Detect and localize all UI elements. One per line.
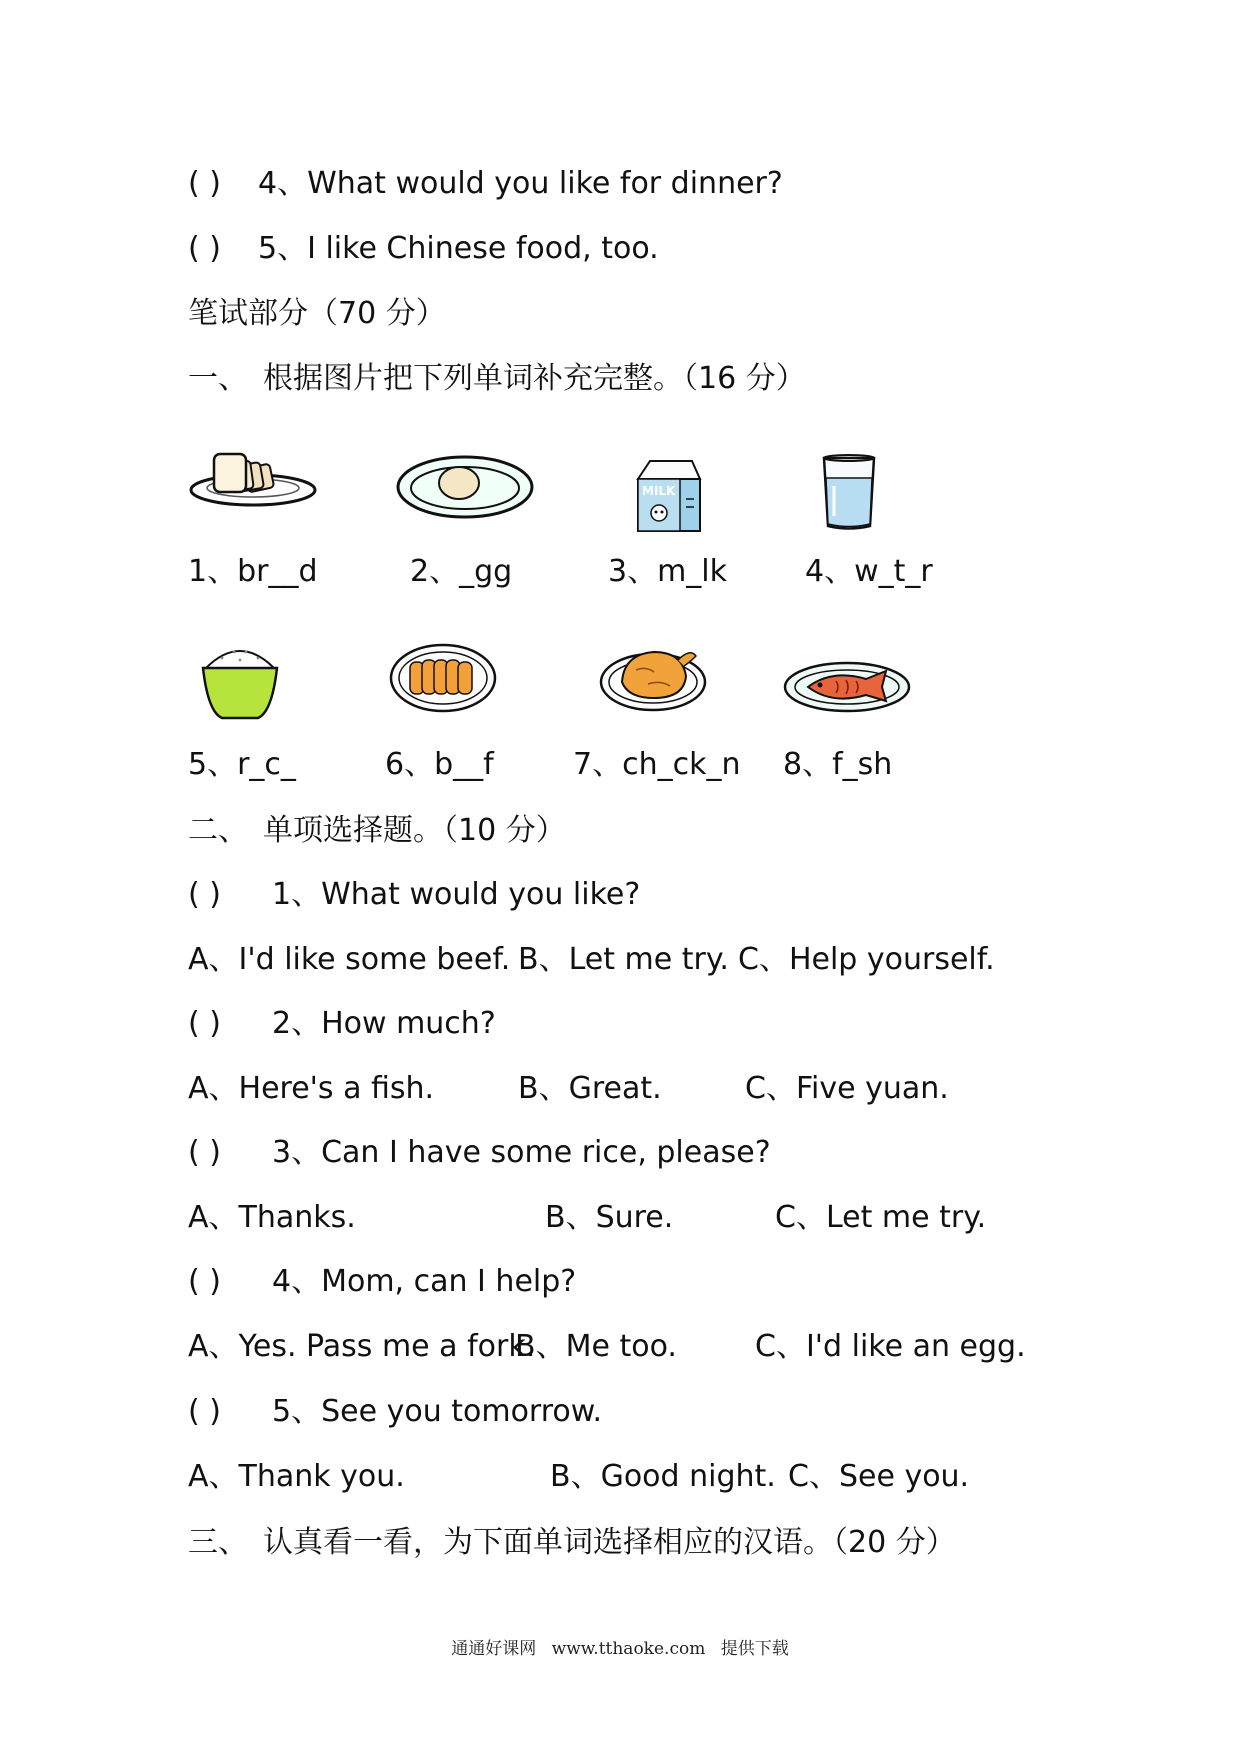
option-a: A、Thanks. bbox=[188, 1200, 356, 1235]
question-2 bbox=[188, 1004, 496, 1044]
listening-text: 4、What would you like for dinner? bbox=[258, 166, 783, 201]
section-title: 单项选择题。（10 分） bbox=[263, 813, 566, 848]
answer-paren[interactable]: ( ) bbox=[188, 1006, 221, 1041]
options-row-1 bbox=[188, 940, 1188, 980]
section-title: 根据图片把下列单词补充完整。（16 分） bbox=[263, 361, 806, 396]
word-item-2: 2、_gg bbox=[410, 554, 513, 589]
question-text: 5、See you tomorrow. bbox=[272, 1394, 603, 1429]
answer-paren[interactable]: ( ) bbox=[188, 877, 221, 912]
section2-heading bbox=[188, 811, 566, 851]
section-number: 三、 bbox=[188, 1525, 248, 1560]
option-c: C、I'd like an egg. bbox=[755, 1329, 1026, 1364]
option-a: A、Thank you. bbox=[188, 1459, 405, 1494]
option-a: A、Here's a fish. bbox=[188, 1071, 435, 1106]
options-row-2 bbox=[188, 1069, 1188, 1109]
footer-url[interactable]: www.tthaoke.com bbox=[551, 1639, 706, 1659]
option-c: C、See you. bbox=[788, 1459, 970, 1494]
question-text: 3、Can I have some rice, please? bbox=[272, 1135, 771, 1170]
answer-paren[interactable]: ( ) bbox=[188, 1135, 221, 1170]
option-c: C、Let me try. bbox=[775, 1200, 987, 1235]
word-item-6: 6、b__f bbox=[385, 747, 494, 782]
bread-icon bbox=[188, 440, 318, 510]
section-title: 认真看一看，为下面单词选择相应的汉语。（20 分） bbox=[263, 1525, 956, 1560]
answer-paren[interactable]: ( ) bbox=[188, 166, 221, 201]
question-5 bbox=[188, 1392, 602, 1432]
question-4 bbox=[188, 1262, 576, 1302]
option-b: B、Sure. bbox=[545, 1200, 674, 1235]
option-a: A、I'd like some beef. bbox=[188, 942, 511, 977]
word-item-4: 4、w_t_r bbox=[805, 554, 933, 589]
listening-item-4 bbox=[188, 164, 783, 204]
option-b: B、Great. bbox=[518, 1071, 662, 1106]
page-footer bbox=[0, 1634, 1240, 1659]
footer-site-name: 通通好课网 bbox=[451, 1639, 537, 1659]
section-number: 二、 bbox=[188, 813, 248, 848]
option-c: C、Five yuan. bbox=[745, 1071, 949, 1106]
svg-text:MILK: MILK bbox=[642, 484, 676, 498]
egg-icon bbox=[395, 452, 535, 522]
word-item-8: 8、f_sh bbox=[783, 747, 893, 782]
word-item-1: 1、br__d bbox=[188, 554, 318, 589]
word-item-5: 5、r_c_ bbox=[188, 747, 296, 782]
beef-icon bbox=[388, 640, 498, 715]
options-row-4 bbox=[188, 1327, 1188, 1367]
listening-item-5 bbox=[188, 229, 659, 269]
options-row-5 bbox=[188, 1457, 1188, 1497]
option-b: B、Me too. bbox=[515, 1329, 677, 1364]
section3-heading bbox=[188, 1523, 956, 1563]
water-icon bbox=[818, 452, 880, 532]
milk-icon bbox=[630, 455, 705, 535]
word-item-7: 7、ch_ck_n bbox=[573, 747, 741, 782]
question-text: 1、What would you like? bbox=[272, 877, 641, 912]
word-item-3: 3、m_lk bbox=[608, 554, 728, 589]
question-1 bbox=[188, 875, 640, 915]
options-row-3 bbox=[188, 1198, 1188, 1238]
section-number: 一、 bbox=[188, 361, 248, 396]
option-b: B、Let me try. bbox=[518, 942, 729, 977]
answer-paren[interactable]: ( ) bbox=[188, 231, 221, 266]
answer-paren[interactable]: ( ) bbox=[188, 1264, 221, 1299]
chicken-icon bbox=[598, 640, 708, 715]
listening-text: 5、I like Chinese food, too. bbox=[258, 231, 659, 266]
question-3 bbox=[188, 1133, 771, 1173]
answer-paren[interactable]: ( ) bbox=[188, 1394, 221, 1429]
section1-heading bbox=[188, 359, 806, 399]
question-text: 2、How much? bbox=[272, 1006, 496, 1041]
question-text: 4、Mom, can I help? bbox=[272, 1264, 577, 1299]
option-a: A、Yes. Pass me a fork. bbox=[188, 1329, 536, 1364]
option-c: C、Help yourself. bbox=[738, 942, 995, 977]
fish-icon bbox=[782, 655, 912, 715]
written-part-title: 笔试部分（70 分） bbox=[188, 296, 446, 331]
rice-icon bbox=[200, 640, 280, 722]
footer-suffix: 提供下载 bbox=[720, 1639, 789, 1659]
option-b: B、Good night. bbox=[550, 1459, 776, 1494]
